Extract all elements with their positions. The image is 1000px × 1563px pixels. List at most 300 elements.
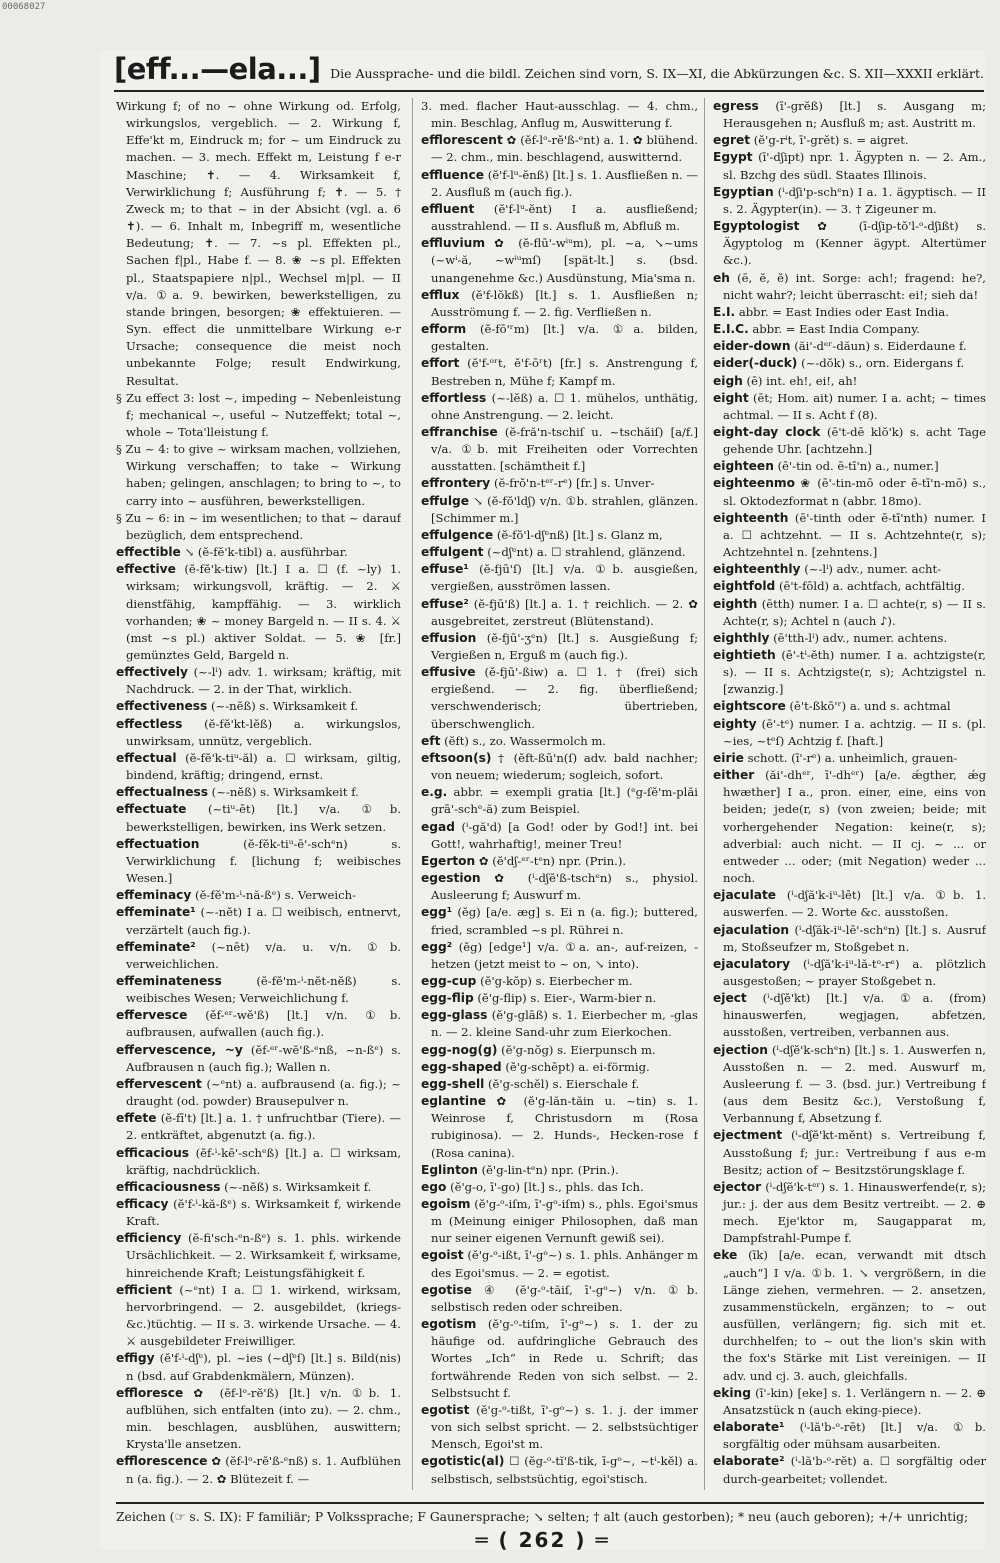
entry-definition: (ĕ'g-kŏp) s. Eierbecher m.	[480, 973, 633, 988]
entry-definition: (ĕg) [edge¹] v/a. ①a. an-, auf-reizen, -hetzen (jetzt meist to ~ on, ↘ into).	[431, 939, 698, 971]
entry-definition: (ĕf-ⁱ-kē'-schᵉß) [lt.] a. ☐ wirksam, kräftig, nachdrücklich.	[126, 1145, 401, 1177]
dictionary-entry	[421, 1247, 698, 1281]
entry-headword: effervescent	[116, 1076, 202, 1091]
dictionary-entry	[713, 1179, 986, 1248]
entry-headword: eighth	[713, 596, 758, 611]
dictionary-entry	[713, 1247, 986, 1384]
entry-definition: (ē, ĕ, ĕ) int. Sorge: ach!; fragend: he?, nicht wahr?; leicht überrascht: ei!; sieh da!	[723, 270, 986, 302]
entry-definition: (ĕ'g-glāß) s. 1. Eierbecher m, -glas n. — 2. kleine Sand-uhr zum Eierkochen.	[431, 1008, 698, 1040]
entry-definition: (ĕ'g-flip) s. Eier-, Warm-bier n.	[477, 991, 657, 1006]
dictionary-entry	[713, 1419, 986, 1453]
dictionary-entry	[116, 750, 401, 784]
entry-headword: efficacious	[116, 1145, 190, 1160]
entry-definition: (ĕg) [a/e. æg] s. Ei n (a. fig.); buttered, fried, scrambled ~s pl. Rührei n.	[431, 905, 698, 937]
dictionary-entry	[421, 1179, 698, 1196]
dictionary-entry	[713, 424, 986, 458]
dictionary-entry	[713, 132, 986, 149]
dictionary-entry	[116, 510, 401, 544]
dictionary-entry	[116, 98, 401, 390]
entry-definition: (ĕ'g-ᵒ-iſm, ī'-gᵒ-iſm) s., phls. Egoi'smus m (Meinung einiger Philosophen, daß man nur seiner eigenen Vernunft gewiß sei).	[431, 1197, 698, 1246]
dictionary-entry	[116, 784, 401, 801]
entry-headword: elaborate¹	[713, 1420, 785, 1435]
scan-id: 00068027	[2, 2, 46, 12]
entry-definition: ✿ (ĕf-lᵒ-rĕ'ß-ᵉnt) a. 1. ✿ blühend. — 2. chm., min. beschlagend, auswitternd.	[431, 133, 698, 165]
entry-definition: (ē'-tⁱ-ĕth) numer. I a. achtzigste(r, s). — II s. Achtzigste(r, s); Achtzigstel n. [zwanzig.]	[723, 648, 986, 697]
entry-definition: (ăi'-dᵉʳ-dăun) s. Eiderdaune f.	[794, 339, 967, 354]
entry-headword: eighteen	[713, 459, 774, 474]
entry-headword: effete	[116, 1111, 157, 1126]
entry-headword: eighthly	[713, 630, 770, 645]
entry-definition: (ⁱ-dʃi'p-schᵉn) I a. 1. ägyptisch. — II s. 2. Ägypter(in). — 3. † Zigeuner m.	[723, 184, 986, 216]
entry-headword: eject	[713, 991, 747, 1006]
entry-definition: (ĕ-fjū'-ʒᵉn) [lt.] s. Ausgießung f; Vergießen n, Erguß m (auch fig.).	[431, 630, 698, 662]
dictionary-entry	[421, 527, 698, 544]
entry-headword: effluent	[421, 201, 475, 216]
entry-definition: (ĕ'g-rⁱt, ī'-grĕt) s. = aigret.	[753, 133, 909, 148]
dictionary-entry	[421, 853, 698, 870]
entry-headword: eight	[713, 390, 749, 405]
entry-definition: (ĕ-fjū'ß) [lt.] a. 1. † reichlich. — 2. ✿ ausgebreitet, zerstreut (Blütenstand).	[431, 596, 698, 628]
entry-definition: ↘ (ĕ-fĕ'k-tibl) a. ausführbar.	[184, 545, 348, 560]
entry-definition: (ĕ'g-ᵒ-tiſm, ī'-gᵒ~) s. 1. der zu häufige od. aufdringliche Gebrauch des Wortes „Ich“ in Rede u. Schrift; das fortwährende Reden von sich selbst. — 2. Selbstsucht f.	[431, 1317, 698, 1400]
entry-definition: (~-lⁱ) adv. 1. wirksam; kräftig, mit Nachdruck. — 2. in der That, wirklich.	[126, 665, 401, 697]
dictionary-entry	[713, 1488, 986, 1490]
dictionary-entry	[713, 1453, 986, 1487]
entry-headword	[421, 1489, 489, 1490]
dictionary-entry	[713, 321, 986, 338]
dictionary-entry	[116, 390, 401, 441]
dictionary-entry	[116, 801, 401, 835]
entry-headword: egg-shaped	[421, 1059, 502, 1074]
entry-headword: effulgent	[421, 545, 484, 560]
dictionary-entry	[421, 1162, 698, 1179]
entry-definition: ④ (ĕ'g-ᵒ-tăiſ, ī'-gᵒ~) v/n. ①b. selbstisch reden oder schreiben.	[431, 1282, 698, 1314]
dictionary-entry	[421, 990, 698, 1007]
dictionary-entry	[421, 1316, 698, 1402]
dictionary-entry	[116, 1145, 401, 1179]
entry-headword	[713, 1489, 811, 1490]
entry-headword: egoist	[421, 1248, 464, 1263]
dictionary-entry	[421, 1453, 698, 1487]
dictionary-entry	[421, 1042, 698, 1059]
entry-definition: (ĕf-ᵉʳ-wĕ'ß-ᵉnß, ~n-ßᵉ) s. Aufbrausen n (auch fig.); Wallen n.	[126, 1042, 401, 1074]
entry-definition: (ĕft) s., zo. Wassermolch m.	[444, 733, 607, 748]
entry-definition: abbr. = exempli gratia [lt.] (ᵉg-ſĕ'm-plăi grā'-schᵉ-ă) zum Beispiel.	[431, 785, 698, 817]
dictionary-entry	[116, 1042, 401, 1076]
entry-headword: eider-down	[713, 339, 791, 354]
dictionary-entry	[421, 784, 698, 818]
running-header	[114, 50, 984, 92]
entry-headword: efficaciousness	[116, 1179, 221, 1194]
dictionary-entry	[116, 664, 401, 698]
dictionary-entry	[116, 836, 401, 887]
entry-headword: effectual	[116, 750, 177, 765]
entry-definition: (ⁱ-dʃĕ'k-schᵉn) [lt.] s. 1. Auswerfen n, Ausstoßen n. — 2. med. Auswurf m, Ausleerung f. — 3. (bsd. jur.) Vertreibung f (aus dem Besitz &c.), Verstoßung f, Verbannung f, Absetzung f.	[723, 1042, 986, 1126]
entry-definition: (ē'-tᵉ) numer. I a. achtzig. — II s. (pl. ~ies, ~tᵉſ) Achtzig f. [haft.]	[723, 716, 986, 748]
dictionary-entry	[713, 990, 986, 1041]
entry-headword: effusive	[421, 665, 476, 680]
entry-headword: ejaculatory	[713, 956, 791, 971]
entry-headword: efficacy	[116, 1197, 169, 1211]
entry-definition: ✿ (ĕf-lᵒ-rĕ'ß) [lt.] v/n. ①b. 1. aufblühen, sich entfalten (into zu). — 2. chm., min. beschlagen, ausblühen, auswittern; Krysta'lle ansetzen.	[126, 1385, 401, 1452]
entry-headword: egret	[713, 133, 751, 148]
entry-definition: (ī'-grĕß) [lt.] s. Ausgang m; Herausgehen n; Ausfluß m; ast. Austritt m.	[723, 99, 986, 131]
entry-definition: (~ᵉnt) I a. ☐ 1. wirkend, wirksam, hervorbringend. — 2. ausgebildet, (kriegs-&c.)tüchtig. — II s. 3. wirkende Ursache. — 4. ⚔ ausgebildeter Freiwilliger.	[126, 1282, 401, 1349]
entry-definition: (ē'-tin od. ē-tī'n) a., numer.]	[777, 459, 939, 474]
dictionary-entry	[421, 287, 698, 321]
entry-definition: (~dʃᵉnt) a. ☐ strahlend, glänzend.	[487, 545, 686, 560]
entry-headword: eider(-duck)	[713, 356, 798, 371]
entry-headword: eirie	[713, 750, 744, 765]
entry-headword: eightfold	[713, 579, 776, 594]
entry-headword: eft	[421, 733, 441, 748]
entry-definition: (ĕ-fī't) [lt.] a. 1. † unfruchtbar (Tiere). — 2. entkräftet, abgenutzt (a. fig.).	[126, 1111, 401, 1143]
entry-definition: ❀ (ē'-tin-mō oder ē-tī'n-mō) s., sl. Oktodezformat n (abbr. 18mo).	[723, 476, 986, 508]
dictionary-entry	[713, 887, 986, 921]
entry-headword: effulgence	[421, 527, 494, 542]
entry-headword: egotise	[421, 1282, 472, 1297]
entry-definition: Wirkung f; of no ~ ohne Wirkung od. Erfolg, wirkungslos, vergeblich. — 2. Wirkung f, Effe'kt m, Eindruck m; for ~ um Eindruck zu machen. — 3. mech. Effekt m, Leistung f e-r Maschine; ✝. — 4. Wirksamkeit f, Verwirklichung f; Ausführung f; ✝. — 5. † Zweck m; to that ~ in der Absicht (vgl. a. 6 ✝). — 6. Inhalt m, Inbegriff m, wesentliche Bedeutung; ✝. — 7. ~s pl. Effekten pl., Sachen f|pl., Habe f. — 8. ❀ ~s pl. Effekten pl., Staatspapiere n|pl., Wechsel m|pl. — II v/a. ①a. 9. bewirken, bewerkstelligen, zu stande bringen, besorgen; ❀ effektuieren. — Syn. effect die unmittelbare Wirkung e-r Ursache; consequence die meist noch unbekannte Folge; result Endwirkung, Resultat.	[116, 99, 401, 388]
dictionary-entry	[421, 973, 698, 990]
dictionary-entry	[421, 321, 698, 355]
entry-definition: 3. med. flacher Haut-ausschlag. — 4. chm., min. Beschlag, Anflug m, Auswitterung f.	[421, 99, 698, 131]
entry-definition: (~-dŏk) s., orn. Eidergans f.	[801, 356, 965, 371]
dictionary-entry	[421, 596, 698, 630]
entry-definition: (ⁱ-gă'd) [a God! oder by God!] int. bei Gott!, wahrhaftig!, meiner Treu!	[431, 819, 698, 851]
dictionary-entry	[421, 167, 698, 201]
entry-definition: (ĕ'g-nŏg) s. Eierpunsch m.	[501, 1042, 656, 1057]
entry-definition: (ē'-tinth oder ē-tī'nth) numer. I a. ☐ achtzehnt. — II s. Achtzehnte(r, s); Achtzehntel n. [zehntens.]	[723, 510, 986, 560]
entry-definition: (ī'-kin) [eke] s. 1. Verlängern n. — 2. ⊕ Ansatzstück n (auch eking-piece).	[723, 1385, 986, 1417]
dictionary-entry	[713, 561, 986, 578]
dictionary-entry	[713, 510, 986, 561]
entry-headword: egress	[713, 99, 759, 113]
dictionary-entry	[713, 647, 986, 698]
dictionary-entry	[713, 218, 986, 269]
entry-headword: effectiveness	[116, 699, 208, 714]
dictionary-entry	[421, 630, 698, 664]
entry-headword: effluvium	[421, 236, 486, 251]
entry-definition: (ēt; Hom. ait) numer. I a. acht; ~ times achtmal. — II s. Acht f (8).	[723, 390, 986, 422]
entry-definition: § Zu effect 3: lost ~, impeding ~ Nebenleistung f; mechanical ~, useful ~ Nutzeffekt; total ~, whole ~ Tota'lleistung f.	[116, 390, 401, 439]
entry-headword: ejector	[713, 1179, 762, 1194]
dictionary-entry	[116, 1007, 401, 1041]
dictionary-entry	[116, 1350, 401, 1384]
entry-headword: effectuate	[116, 802, 187, 817]
dictionary-entry	[713, 750, 986, 767]
entry-headword: effulge	[421, 493, 469, 508]
entry-definition: (ētth) numer. I a. ☐ achte(r, s) — II s. Achte(r, s); Achtel n (auch ♪).	[723, 596, 986, 628]
dictionary-entry	[421, 1196, 698, 1247]
entry-definition: (ĕ-fră'n-tschiſ u. ~tschăiſ) [a/f.] v/a. ①b. mit Freiheiten oder Vorrechten ausstatten. [schämtheit f.]	[431, 424, 698, 474]
dictionary-entry	[713, 1127, 986, 1178]
dictionary-entry	[421, 424, 698, 475]
column-3	[704, 98, 986, 1490]
catchword: [eff...—ela...]	[114, 52, 321, 86]
entry-headword: eighteenmo	[713, 476, 795, 491]
entry-headword: egestion	[421, 871, 481, 886]
entry-definition: (~-lĕß) a. ☐ 1. mühelos, unthätig, ohne Anstrengung. — 2. leicht.	[431, 390, 698, 422]
entry-definition: (ĕ'g-o, ī'-go) [lt.] s., phls. das Ich.	[450, 1179, 644, 1194]
entry-definition: (ĕ-fŏ'l-dʃᵉnß) [lt.] s. Glanz m,	[496, 527, 663, 542]
entry-headword: elaborate²	[713, 1454, 785, 1469]
dictionary-entry	[421, 475, 698, 492]
entry-headword: effrontery	[421, 476, 491, 491]
dictionary-entry	[421, 750, 698, 784]
entry-definition: (ĕ-fĕ'k-tiᵘ-ăl) a. ☐ wirksam, giltig, bindend, kräftig; dringend, ernst.	[126, 750, 401, 783]
entry-headword: Egerton	[421, 853, 476, 868]
entry-headword: effectively	[116, 665, 188, 680]
entry-definition: (ĕ-fĕ'm-ⁱ-nĕt-nĕß) s. weibisches Wesen; Verweichlichung f.	[126, 973, 401, 1006]
entry-definition: (ē't-dē klŏ'k) s. acht Tage gehende Uhr. [achtzehn.]	[723, 424, 986, 457]
entry-definition: (ĕ'g-schĕl) s. Eierschale f.	[488, 1076, 640, 1091]
dictionary-entry	[421, 870, 698, 904]
entry-headword: effeminateness	[116, 973, 222, 988]
entry-headword: ejection	[713, 1042, 768, 1057]
entry-headword: egg-glass	[421, 1008, 488, 1023]
entry-headword: either	[713, 768, 755, 783]
dictionary-entry	[116, 1230, 401, 1281]
entry-definition: (ĕ'f-lᵘ-ĕnt) I a. ausfließend; ausstrahlend. — II s. Ausfluß m, Abfluß m.	[431, 201, 698, 234]
entry-definition: § Zu ~ 6: in ~ im wesentlichen; to that ~ darauf bezüglich, dem entsprechend.	[116, 510, 401, 542]
entry-headword: eigh	[713, 373, 743, 388]
entry-definition: (ĕ-fĕ'kt-lĕß) a. wirkungslos, unwirksam, unnütz, vergeblich.	[126, 716, 401, 748]
dictionary-entry	[421, 1488, 698, 1490]
entry-headword: effectless	[116, 716, 183, 731]
entry-definition: (ĕ-fō'ʳm) [lt.] v/a. ①a. bilden, gestalten.	[431, 322, 698, 354]
entry-headword: effuse¹	[421, 562, 469, 577]
dictionary-entry	[713, 630, 986, 647]
dictionary-entry	[421, 1282, 698, 1316]
entry-definition: ☐ (ĕg-ᵒ-tĭ'ß-tik, ī-gᵒ~, ~tⁱ-kĕl) a. selbstisch, selbstsüchtig, egoi'stisch.	[431, 1454, 698, 1486]
entry-definition: abbr. = East Indies oder East India.	[738, 304, 949, 319]
dictionary-entry	[713, 270, 986, 304]
dictionary-entry	[713, 475, 986, 509]
entry-definition: (~-nĕß) s. Wirksamkeit f.	[224, 1179, 372, 1194]
dictionary-entry	[116, 1179, 401, 1196]
dictionary-entry	[421, 201, 698, 235]
dictionary-entry	[713, 922, 986, 956]
entry-headword: egg²	[421, 939, 453, 954]
dictionary-entry	[421, 904, 698, 938]
entry-headword: Egyptian	[713, 184, 774, 199]
entry-headword: egg-shell	[421, 1076, 485, 1091]
entry-headword: ejaculation	[713, 922, 790, 937]
symbol-legend: Zeichen (☞ s. S. IX): F familiär; P Volkssprache; F Gaunersprache; ↘ selten; † alt (auch gestorben); * neu (auch geboren); +/+ unrichtig;	[116, 1502, 984, 1526]
entry-headword: eh	[713, 270, 730, 285]
dictionary-entry	[116, 698, 401, 715]
entry-headword: efficiency	[116, 1231, 182, 1246]
entry-headword: Egyptologist	[713, 219, 800, 234]
entry-definition: (ⁱ-dʃĕ'kt) [lt.] v/a. ①a. (from) hinauswerfen, wegjagen, abfetzen, ausstoßen, vertreiben, verbannen aus.	[723, 991, 986, 1040]
dictionary-entry	[713, 149, 986, 183]
entry-headword: E.I.C.	[713, 322, 749, 337]
column-1	[116, 98, 401, 1490]
entry-headword: effuse²	[421, 596, 469, 611]
entry-definition: (ĕ-fĕ'k-tiw) [lt.] I a. ☐ (f. ~ly) 1. wirksam; wirkungsvoll, kräftig. — 2. ⚔ dienstfähig, kampffähig. — 3. wirklich vorhanden; ❀ ~ money Bargeld n. — II s. 4. ⚔ (mst ~s pl.) aktiver Soldat. — 5. ❀ [fr.] gemünztes Geld, Bargeld n.	[126, 562, 401, 662]
dictionary-entry	[116, 716, 401, 750]
entry-definition: (ē'tth-lⁱ) adv., numer. achtens.	[773, 630, 948, 645]
entry-headword: efflorescence	[116, 1454, 208, 1469]
entry-definition: † (ĕft-ßū'n(ſ) adv. bald nachher; von neuem; wiederum; sogleich, sofort.	[431, 750, 698, 783]
entry-headword: efflorescent	[421, 133, 503, 148]
dictionary-entry	[421, 493, 698, 527]
entry-definition: (ĕ-fĕ'm-ⁱ-nă-ßᵉ) s. Verweich-	[195, 888, 356, 903]
entry-headword: effervescence, ~y	[116, 1042, 243, 1057]
dictionary-entry	[713, 578, 986, 595]
entry-definition: § Zu ~ 4: to give ~ wirksam machen, vollziehen, Wirkung verschaffen; to take ~ Wirkung haben; gelingen, anschlagen; to bring to ~, to carry into ~ ausführen, bewerkstelligen.	[116, 442, 401, 508]
entry-definition: abbr. = East India Company.	[752, 322, 920, 337]
entry-definition: (ĕ'f-ⁱ-dʃᵉ), pl. ~ies (~dʃᵉſ) [lt.] s. Bild(nis) n (bsd. auf Grabdenkmälern, Münzen).	[126, 1351, 401, 1383]
entry-headword: egoism	[421, 1197, 471, 1211]
page-number: ═ ( 262 ) ═	[475, 1528, 610, 1552]
entry-headword: eightieth	[713, 648, 776, 662]
entry-headword: eftsoon(s)	[421, 750, 492, 765]
entry-headword: effectible	[116, 545, 181, 560]
dictionary-entry	[421, 561, 698, 595]
entry-headword: e.g.	[421, 785, 448, 800]
dictionary-entry	[421, 939, 698, 973]
dictionary-entry	[116, 939, 401, 973]
dictionary-entry	[713, 390, 986, 424]
dictionary-entry	[116, 1196, 401, 1230]
entry-definition: (ĕ'g-ᵒ-tißt, ī'-gᵒ~) s. 1. j. der immer von sich selbst spricht. — 2. selbstsüchtiger Mensch, Egoi'st m.	[431, 1402, 698, 1452]
entry-definition: (~-nĕt) I a. ☐ weibisch, entnervt, verzärtelt (auch fig.).	[126, 905, 401, 937]
entry-headword: effluence	[421, 167, 484, 182]
dictionary-entry	[713, 716, 986, 750]
entry-definition: (~tiᵘ-ēt) [lt.] v/a. ①b. bewerkstelligen, bewirken, ins Werk setzen.	[126, 802, 401, 834]
entry-headword: eight-day clock	[713, 424, 821, 439]
dictionary-entry	[713, 458, 986, 475]
dictionary-entry	[713, 596, 986, 630]
entry-headword: egg¹	[421, 905, 453, 920]
dictionary-entry	[713, 767, 986, 887]
entry-definition: ✿ (ĕ'dʃ-ᵉʳ-tᵉn) npr. (Prin.).	[478, 853, 627, 868]
dictionary-entry	[421, 1059, 698, 1076]
entry-headword: eightscore	[713, 699, 786, 714]
entry-headword: eighty	[713, 716, 757, 731]
entry-headword: egg-nog(g)	[421, 1042, 498, 1057]
entry-definition: schott. (ī'-rᵉ) a. unheimlich, grauen-	[747, 750, 958, 765]
entry-definition: (ĕ'f-lᵘ-ĕnß) [lt.] s. 1. Ausfließen n. — 2. Ausfluß m (auch fig.).	[431, 167, 698, 199]
entry-headword: effranchise	[421, 424, 498, 439]
dictionary-entry	[713, 355, 986, 372]
entry-headword: ego	[421, 1179, 447, 1194]
dictionary-entry	[116, 544, 401, 561]
entry-definition: (ĕ'f-lŏkß) [lt.] s. 1. Ausfließen n; Ausströmung f. — 2. fig. Verfließen n.	[431, 287, 698, 319]
entry-definition: (ē) int. eh!, ei!, ah!	[746, 373, 858, 388]
dictionary-entry	[421, 819, 698, 853]
entry-headword: ejaculate	[713, 888, 777, 903]
entry-headword: efficient	[116, 1282, 173, 1297]
entry-definition: (ĕf-ᵉʳ-wĕ'ß) [lt.] v/n. ①b. aufbrausen, aufwallen (auch fig.).	[126, 1008, 401, 1040]
dictionary-entry	[421, 390, 698, 424]
entry-definition: (ⁱ-dʃă'k-iᵘ-lă-tᵒ-rᵉ) a. plötzlich ausgestoßen; ~ prayer Stoßgebet n.	[723, 956, 986, 988]
entry-headword: Egypt	[713, 150, 753, 165]
dictionary-entry	[116, 1110, 401, 1144]
dictionary-entry	[713, 98, 986, 132]
dictionary-entry	[421, 1007, 698, 1041]
dictionary-entry	[116, 1282, 401, 1351]
entry-definition: (ĕ'g-lin-tᵉn) npr. (Prin.).	[481, 1162, 619, 1177]
entry-headword: effeminacy	[116, 888, 192, 903]
entry-columns	[116, 98, 984, 1490]
entry-headword: ejectment	[713, 1128, 783, 1143]
entry-headword: egotism	[421, 1317, 477, 1332]
dictionary-entry	[713, 1042, 986, 1128]
entry-definition: (ĕ-fi'sch-ᵉn-ßᵉ) s. 1. phls. wirkende Ursächlichkeit. — 2. Wirksamkeit f, wirksame, hinreichende Kraft; Leistungsfähigkeit f.	[126, 1231, 401, 1280]
entry-headword: effectuation	[116, 836, 200, 851]
entry-headword: effusion	[421, 630, 477, 645]
dictionary-entry	[421, 733, 698, 750]
dictionary-entry	[713, 698, 986, 715]
dictionary-entry	[116, 973, 401, 1007]
dictionary-entry	[421, 98, 698, 132]
dictionary-entry	[421, 544, 698, 561]
entry-headword: eke	[713, 1248, 738, 1263]
entry-definition: (ⁱ-dʃăk-iᵘ-lē'-schᵉn) [lt.] s. Ausruf m, Stoßseufzer m, Stoßgebet n.	[723, 922, 986, 954]
dictionary-entry	[116, 1076, 401, 1110]
dictionary-entry	[421, 664, 698, 733]
entry-definition: ✿ (ī-dʃip-tŏ'l-ᵒ-dʃißt) s. Ägyptolog m (Kenner ägypt. Altertümer &c.).	[723, 219, 986, 268]
entry-headword: eighteenth	[713, 510, 789, 525]
entry-definition: (ĕ'g-schēpt) a. ei-förmig.	[505, 1059, 650, 1074]
entry-definition: (ē't-fōld) a. achtfach, achtfältig.	[778, 579, 965, 594]
dictionary-entry	[713, 1385, 986, 1419]
dictionary-entry	[421, 235, 698, 286]
entry-headword: effortless	[421, 390, 487, 405]
entry-headword: egotist	[421, 1402, 470, 1417]
dictionary-page	[100, 50, 985, 1550]
dictionary-entry	[116, 1453, 401, 1487]
entry-definition: ✿ (ĕ-flū'-wⁱᵘm), pl. ~a, ↘~ums (~wⁱ-ă, ~wⁱᵘmſ) [spät-lt.] s. (bsd. unangenehme &c.) Ausdünstung, Mia'sma n.	[431, 236, 698, 285]
entry-headword: effeminate²	[116, 939, 196, 954]
dictionary-entry	[713, 304, 986, 321]
dictionary-entry	[713, 373, 986, 390]
dictionary-entry	[116, 561, 401, 664]
dictionary-entry	[713, 956, 986, 990]
entry-definition: (ī'-dʃipt) npr. 1. Ägypten n. — 2. Am., sl. Bzchg des südl. Staates Illinois.	[723, 150, 986, 182]
entry-headword: E.I.	[713, 304, 736, 319]
entry-definition: (ē't-ßkō'ʳ) a. und s. achtmal	[789, 699, 951, 714]
entry-definition: ✿ (ĕ'g-lăn-tăin u. ~tin) s. 1. Weinrose f, Christusdorn m (Rosa rubiginosa). — 2. Hunds-, Hecken-rose f (Rosa canina).	[431, 1094, 698, 1160]
dictionary-entry	[116, 1385, 401, 1454]
dictionary-entry	[116, 904, 401, 938]
entry-headword: effeminate¹	[116, 905, 196, 920]
entry-definition: (ⁱ-dʃĕ'k-tᵉʳ) s. 1. Hinauswerfende(r, s); jur.: j. der aus dem Besitz vertreibt. — 2. ⊕ mech. Eje'ktor m, Saugapparat m, Dampfstrahl-Pumpe f.	[723, 1179, 986, 1246]
entry-headword: eighteenthly	[713, 562, 801, 577]
entry-definition: (~-nĕß) s. Wirksamkeit f.	[210, 699, 359, 714]
dictionary-entry	[421, 1093, 698, 1162]
entry-definition: (ⁱ-dʃă'k-iᵘ-lēt) [lt.] v/a. ①b. 1. auswerfen. — 2. Worte &c. ausstoßen.	[723, 888, 986, 920]
entry-definition: ✿ (ⁱ-dʃĕ'ß-tschᵉn) s., physiol. Ausleerung f; Auswurf m.	[431, 871, 698, 903]
entry-headword: egg-flip	[421, 991, 474, 1006]
dictionary-entry	[116, 441, 401, 510]
entry-definition: (ⁱ-lă'b-ᵒ-rēt) [lt.] v/a. ①b. sorgfältig oder mühsam ausarbeiten.	[723, 1420, 986, 1452]
entry-headword: effectualness	[116, 785, 208, 800]
dictionary-entry	[421, 1076, 698, 1093]
entry-headword: efflux	[421, 287, 460, 302]
dictionary-entry	[116, 887, 401, 904]
entry-definition: (ĕ-fĕk-tiᵘ-ē'-schᵉn) s. Verwirklichung f. [lichung f; weibisches Wesen.]	[126, 836, 401, 886]
entry-definition: (ĕ-fjū'ſ) [lt.] v/a. ①b. ausgießen, vergießen, ausströmen lassen.	[431, 562, 698, 594]
dictionary-entry	[421, 1402, 698, 1453]
entry-definition: (ăi'-dhᵉʳ, ī'-dhᵉʳ) [a/e. ǽgther, ǽg hwæther] I a., pron. einer, eine, eins von beiden; jede(r, s) (von zweien; beide; mit vorhergehender Negation: keine(r, s); adverbial: auch nicht. — II cj. ~ ... or entweder ... oder; (mit Negation) weder ... noch.	[723, 768, 986, 886]
entry-headword: effigy	[116, 1351, 155, 1366]
entry-definition: ✿ (ĕf-lᵒ-rĕ'ß-ᵉnß) s. 1. Aufblühen n (a. fig.). — 2. ✿ Blütezeit f. —	[126, 1454, 401, 1486]
entry-headword: egotistic(al)	[421, 1454, 505, 1469]
entry-definition: (ĕ-fjū'-ßiw) a. ☐ 1. † (frei) sich ergießend. — 2. fig. überfließend; verschwenderisch; übertrieben, überschwenglich.	[431, 665, 698, 731]
